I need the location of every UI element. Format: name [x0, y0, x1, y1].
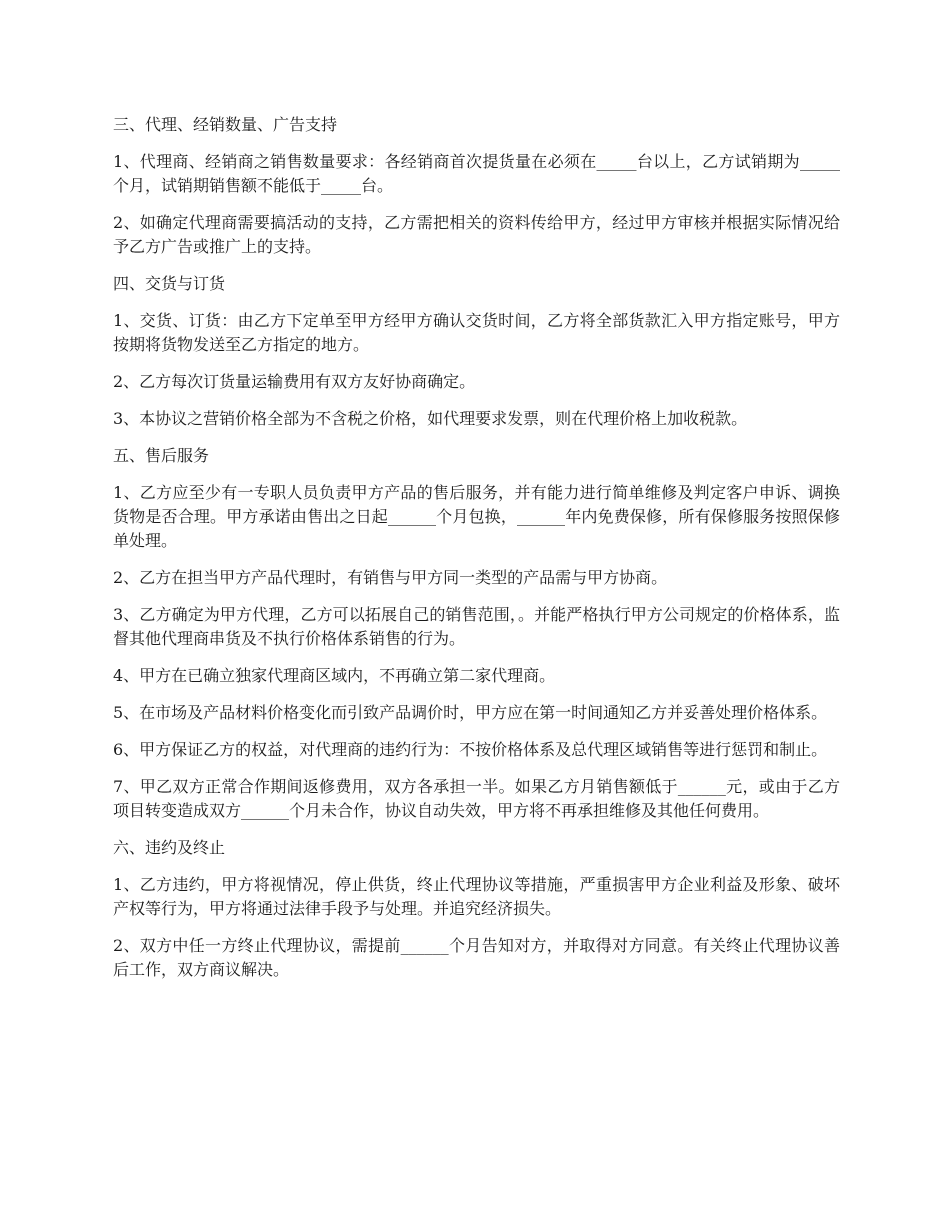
clause-sales-territory: 3、乙方确定为甲方代理，乙方可以拓展自己的销售范围，。并能严格执行甲方公司规定的价格体系，监督其他代理商串货及不执行价格体系销售的行为。 — [113, 605, 840, 648]
clause-rights-protection: 6、甲方保证乙方的权益，对代理商的违约行为：不按价格体系及总代理区域销售等进行惩罚和制止。 — [113, 740, 828, 759]
clause-competing-products: 2、乙方在担当甲方产品代理时，有销售与甲方同一类型的产品需与甲方协商。 — [113, 568, 668, 587]
clause-delivery-ordering: 1、交货、订货：由乙方下定单至甲方经甲方确认交货时间，乙方将全部货款汇入甲方指定账号，甲方按期将货物发送至乙方指定的地方。 — [113, 311, 840, 354]
clause-exclusive-agent: 4、甲方在已确立独家代理商区域内，不再确立第二家代理商。 — [113, 666, 556, 685]
section-heading-after-sales: 五、售后服务 — [113, 446, 210, 465]
section-heading-delivery-ordering: 四、交货与订货 — [113, 274, 226, 293]
clause-price-adjustment: 5、在市场及产品材料价格变化而引致产品调价时，甲方应在第一时间通知乙方并妥善处理价格体系。 — [113, 703, 828, 722]
clause-repair-costs: 7、甲乙双方正常合作期间返修费用，双方各承担一半。如果乙方月销售额低于______元，或由于乙方项目转变造成双方______个月未合作，协议自动失效，甲方将不再承担维修及其他任何费用。 — [113, 777, 840, 820]
section-heading-breach-termination: 六、违约及终止 — [113, 838, 226, 857]
clause-after-sales-staff: 1、乙方应至少有一专职人员负责甲方产品的售后服务，并有能力进行简单维修及判定客户申诉、调换货物是否合理。甲方承诺由售出之日起______个月包换，______年内免费保修，所有保修服务按照保修单处理。 — [113, 483, 840, 550]
clause-sales-quantity: 1、代理商、经销商之销售数量要求：各经销商首次提货量在必须在_____台以上，乙方试销期为_____个月，试销期销售额不能低于_____台。 — [113, 152, 840, 195]
clause-promotion-support: 2、如确定代理商需要搞活动的支持，乙方需把相关的资料传给甲方，经过甲方审核并根据实际情况给予乙方广告或推广上的支持。 — [113, 213, 840, 256]
clause-breach: 1、乙方违约，甲方将视情况，停止供货，终止代理协议等措施，严重损害甲方企业利益及形象、破坏产权等行为，甲方将通过法律手段予与处理。并追究经济损失。 — [113, 875, 840, 918]
clause-shipping-cost: 2、乙方每次订货量运输费用有双方友好协商确定。 — [113, 372, 476, 391]
clause-termination-notice: 2、双方中任一方终止代理协议，需提前______个月告知对方，并取得对方同意。有关终止代理协议善后工作，双方商议解决。 — [113, 936, 840, 979]
document-body — [113, 113, 840, 995]
section-heading-quantity-advertising: 三、代理、经销数量、广告支持 — [113, 115, 338, 134]
clause-tax-price: 3、本协议之营销价格全部为不含税之价格，如代理要求发票，则在代理价格上加收税款。 — [113, 409, 748, 428]
